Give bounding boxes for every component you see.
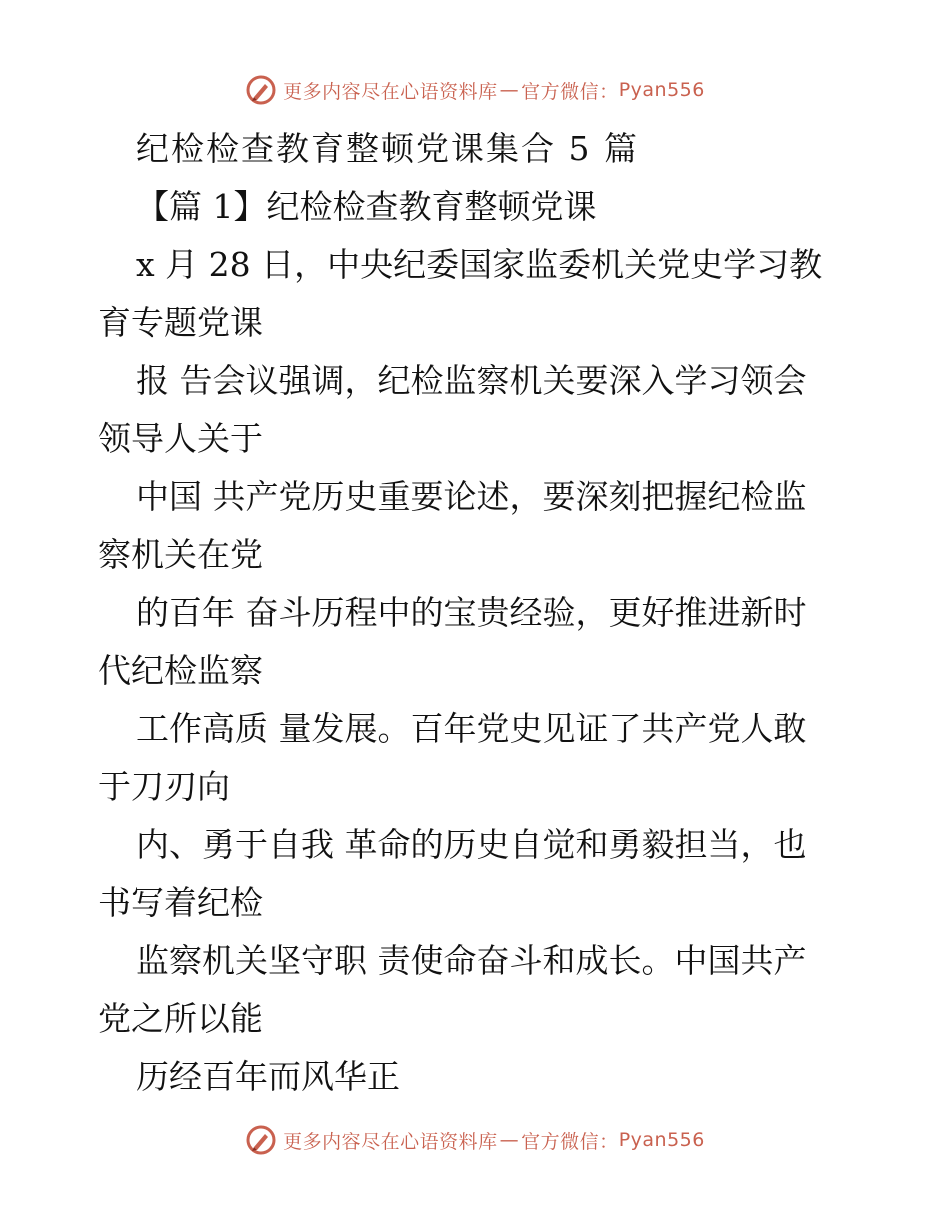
section-heading: 【篇 1】纪检检查教育整顿党课	[136, 187, 597, 226]
banner-text: 更多内容尽在心语资料库	[283, 80, 498, 103]
header-banner	[0, 70, 950, 110]
paragraph-line: 的百年 奋斗历程中的宝贵经验，更好推进新时	[136, 593, 807, 632]
paragraph-line: 报 告会议强调，纪检监察机关要深入学习领会	[136, 361, 807, 400]
paragraph-line: 书写着纪检	[98, 883, 263, 922]
pen-logo-icon	[245, 1124, 277, 1156]
banner-wechat-label: 官方微信：	[521, 80, 619, 103]
banner-dash: —	[499, 1129, 520, 1151]
paragraph-line: 监察机关坚守职 责使命奋斗和成长。中国共产	[136, 941, 807, 980]
document-title: 纪检检查教育整顿党课集合 5 篇	[136, 129, 639, 168]
footer-banner	[0, 1120, 950, 1160]
paragraph-line: 领导人关于	[98, 419, 263, 458]
banner-text: 更多内容尽在心语资料库	[283, 1130, 498, 1153]
banner-wechat-id: Pyan556	[618, 79, 705, 101]
banner-dash: —	[499, 79, 520, 101]
paragraph-line: 中国 共产党历史重要论述，要深刻把握纪检监	[136, 477, 807, 516]
pen-logo-icon	[245, 74, 277, 106]
banner-wechat-label: 官方微信：	[521, 1130, 619, 1153]
paragraph-line: 党之所以能	[98, 999, 263, 1038]
paragraph-line: 工作高质 量发展。百年党史见证了共产党人敢	[136, 709, 807, 748]
paragraph-line: 育专题党课	[98, 303, 263, 342]
paragraph-line: 察机关在党	[98, 535, 263, 574]
paragraph-line: 代纪检监察	[98, 651, 263, 690]
paragraph-line: 内、勇于自我 革命的历史自觉和勇毅担当，也	[136, 825, 807, 864]
paragraph-line: 于刀刃向	[98, 767, 230, 806]
document-body	[98, 120, 858, 1106]
paragraph-line: x 月 28 日，中央纪委国家监委机关党史学习教	[136, 245, 823, 284]
paragraph-line: 历经百年而风华正	[136, 1057, 400, 1096]
banner-wechat-id: Pyan556	[618, 1129, 705, 1151]
